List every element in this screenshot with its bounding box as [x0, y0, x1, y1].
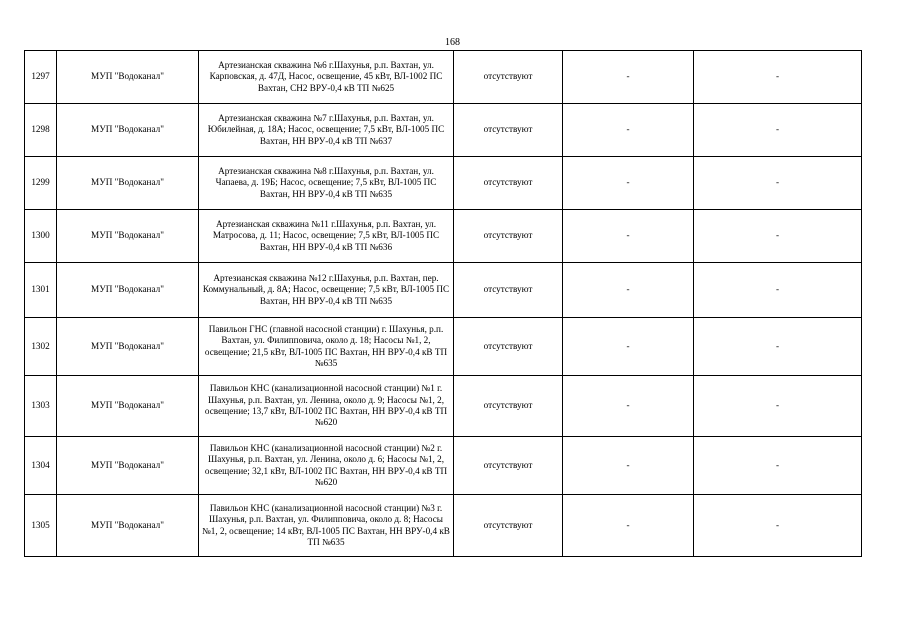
dash-cell: -: [563, 104, 694, 157]
dash-cell: -: [694, 210, 862, 263]
table-row: [25, 495, 862, 557]
status-cell: отсутствуют: [454, 437, 563, 495]
dash-cell: -: [694, 157, 862, 210]
organization-cell: МУП "Водоканал": [57, 318, 199, 376]
status-cell: отсутствуют: [454, 318, 563, 376]
registry-table: [24, 50, 862, 557]
dash-cell: -: [694, 104, 862, 157]
object-description-cell: Павильон ГНС (главной насосной станции) г. Шахунья, р.п. Вахтан, ул. Филипповича, около д. 18; Насосы №1, 2, освещение; 21,5 кВт, ВЛ-1005 ПС Вахтан, НН ВРУ-0,4 кВ ТП №635: [199, 318, 454, 376]
dash-cell: -: [563, 495, 694, 557]
object-description-cell: Артезианская скважина №7 г.Шахунья, р.п. Вахтан, ул. Юбилейная, д. 18А; Насос, освещение; 7,5 кВт, ВЛ-1005 ПС Вахтан, НН ВРУ-0,4 кВ ТП №637: [199, 104, 454, 157]
dash-cell: -: [563, 51, 694, 104]
object-description-cell: Артезианская скважина №12 г.Шахунья, р.п. Вахтан, пер. Коммунальный, д. 8А; Насос, освещение; 7,5 кВт, ВЛ-1005 ПС Вахтан, НН ВРУ-0,4 кВ ТП №635: [199, 263, 454, 318]
dash-cell: -: [694, 51, 862, 104]
organization-cell: МУП "Водоканал": [57, 263, 199, 318]
organization-cell: МУП "Водоканал": [57, 495, 199, 557]
row-number-cell: 1300: [25, 210, 57, 263]
status-cell: отсутствуют: [454, 495, 563, 557]
row-number-cell: 1301: [25, 263, 57, 318]
dash-cell: -: [694, 263, 862, 318]
dash-cell: -: [563, 210, 694, 263]
organization-cell: МУП "Водоканал": [57, 437, 199, 495]
row-number-cell: 1299: [25, 157, 57, 210]
organization-cell: МУП "Водоканал": [57, 157, 199, 210]
row-number-cell: 1303: [25, 376, 57, 437]
table-row: [25, 376, 862, 437]
status-cell: отсутствуют: [454, 51, 563, 104]
dash-cell: -: [563, 376, 694, 437]
dash-cell: -: [563, 157, 694, 210]
object-description-cell: Павильон КНС (канализационной насосной станции) №1 г. Шахунья, р.п. Вахтан, ул. Ленина, около д. 9; Насосы №1, 2, освещение; 13,7 кВт, ВЛ-1002 ПС Вахтан, НН ВРУ-0,4 кВ ТП №620: [199, 376, 454, 437]
object-description-cell: Артезианская скважина №6 г.Шахунья, р.п. Вахтан, ул. Карповская, д. 47Д, Насос, освещение, 45 кВт, ВЛ-1002 ПС Вахтан, СН2 ВРУ-0,4 кВ ТП №625: [199, 51, 454, 104]
organization-cell: МУП "Водоканал": [57, 210, 199, 263]
object-description-cell: Артезианская скважина №8 г.Шахунья, р.п. Вахтан, ул. Чапаева, д. 19Б; Насос, освещение; 7,5 кВт, ВЛ-1005 ПС Вахтан, НН ВРУ-0,4 кВ ТП №635: [199, 157, 454, 210]
object-description-cell: Павильон КНС (канализационной насосной станции) №2 г. Шахунья, р.п. Вахтан, ул. Ленина, около д. 6; Насосы №1, 2, освещение; 32,1 кВт, ВЛ-1002 ПС Вахтан, НН ВРУ-0,4 кВ ТП №620: [199, 437, 454, 495]
row-number-cell: 1305: [25, 495, 57, 557]
table-row: [25, 104, 862, 157]
status-cell: отсутствуют: [454, 263, 563, 318]
table-row: [25, 263, 862, 318]
row-number-cell: 1302: [25, 318, 57, 376]
table-row: [25, 210, 862, 263]
status-cell: отсутствуют: [454, 376, 563, 437]
table-row: [25, 437, 862, 495]
dash-cell: -: [694, 376, 862, 437]
row-number-cell: 1297: [25, 51, 57, 104]
status-cell: отсутствуют: [454, 210, 563, 263]
dash-cell: -: [563, 437, 694, 495]
dash-cell: -: [563, 318, 694, 376]
dash-cell: -: [563, 263, 694, 318]
status-cell: отсутствуют: [454, 157, 563, 210]
object-description-cell: Артезианская скважина №11 г.Шахунья, р.п. Вахтан, ул. Матросова, д. 11; Насос, освещение; 7,5 кВт, ВЛ-1005 ПС Вахтан, НН ВРУ-0,4 кВ ТП №636: [199, 210, 454, 263]
object-description-cell: Павильон КНС (канализационной насосной станции) №3 г. Шахунья, р.п. Вахтан, ул. Филипповича, около д. 8; Насосы №1, 2, освещение; 14 кВт, ВЛ-1005 ПС Вахтан, НН ВРУ-0,4 кВ ТП №635: [199, 495, 454, 557]
table-row: [25, 157, 862, 210]
table-row: [25, 318, 862, 376]
row-number-cell: 1298: [25, 104, 57, 157]
dash-cell: -: [694, 437, 862, 495]
dash-cell: -: [694, 318, 862, 376]
organization-cell: МУП "Водоканал": [57, 104, 199, 157]
status-cell: отсутствуют: [454, 104, 563, 157]
row-number-cell: 1304: [25, 437, 57, 495]
table-row: [25, 51, 862, 104]
page-number: 168: [445, 37, 460, 48]
organization-cell: МУП "Водоканал": [57, 376, 199, 437]
dash-cell: -: [694, 495, 862, 557]
organization-cell: МУП "Водоканал": [57, 51, 199, 104]
